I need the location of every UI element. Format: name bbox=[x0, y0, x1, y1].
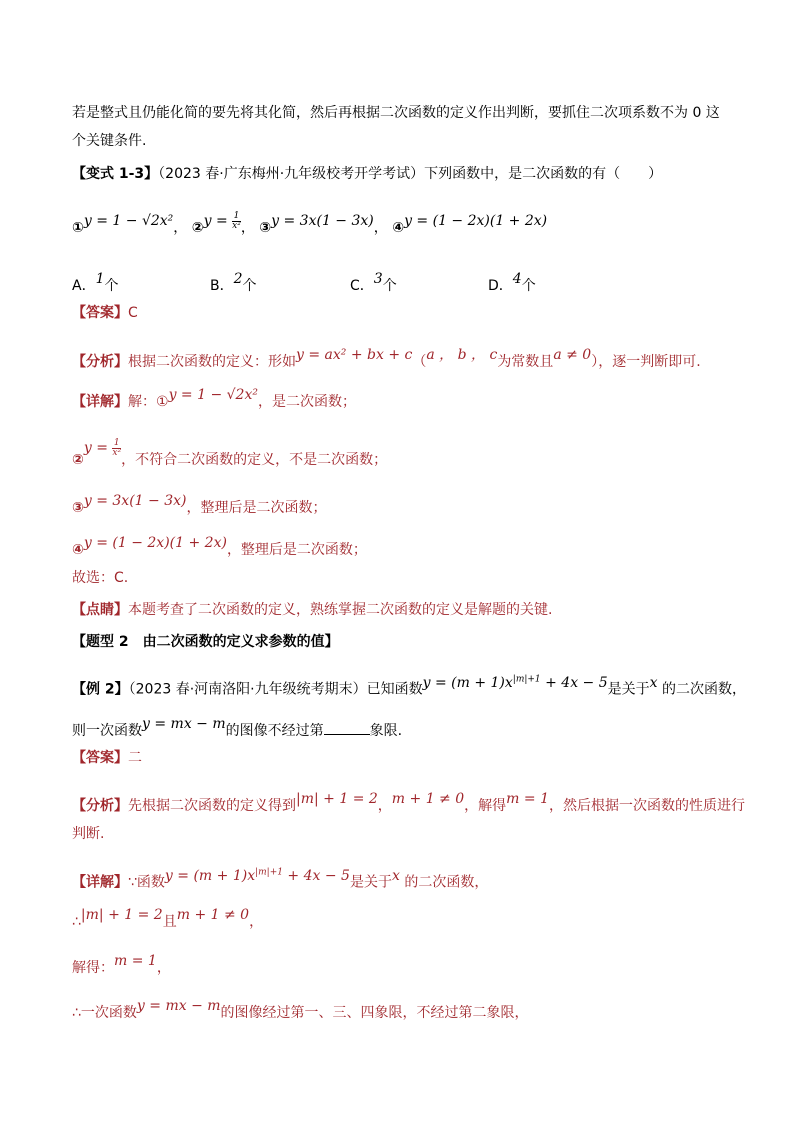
detail-3-mark: ③ bbox=[72, 500, 84, 516]
example-conclusion-line bbox=[72, 998, 529, 1023]
example-therefore-line bbox=[72, 907, 264, 932]
solve-expr: m = 1 bbox=[114, 953, 157, 969]
option-c bbox=[350, 271, 397, 296]
item-2-mark: ② bbox=[191, 220, 204, 236]
example-detail-x: x bbox=[391, 867, 400, 884]
example-var-x: x bbox=[649, 674, 658, 691]
option-d-num: 4 bbox=[512, 271, 522, 287]
example-line-2 bbox=[72, 716, 403, 741]
answer-blank[interactable] bbox=[324, 720, 370, 735]
detail-2-expr bbox=[83, 437, 122, 458]
example-analysis-line-2: 判断. bbox=[72, 826, 105, 842]
example-detail-func bbox=[165, 868, 350, 884]
item-2-sep: ， bbox=[240, 220, 255, 236]
therefore-expr-1: |m| + 1 = 2 bbox=[80, 907, 163, 923]
option-a-unit: 个 bbox=[104, 278, 119, 294]
item-3-mark: ③ bbox=[259, 220, 272, 236]
detail-3-expr: y = 3x(1 − 3x) bbox=[83, 493, 187, 509]
example-func-rest: + 4x − 5 bbox=[540, 674, 608, 691]
option-d-letter: D． bbox=[488, 278, 513, 294]
example-func bbox=[423, 675, 608, 691]
example-detail-c: 的二次函数， bbox=[399, 874, 489, 891]
solve-label: 解得： bbox=[72, 960, 114, 976]
analysis-tag: 【分析】 bbox=[72, 354, 128, 370]
solve-end: ， bbox=[156, 960, 171, 976]
example-line2-c: 象限. bbox=[369, 723, 403, 739]
option-a-letter: A． bbox=[72, 278, 96, 294]
item-2-lhs: y = bbox=[203, 213, 228, 229]
detail-1-expr: y = 1 − √2x² bbox=[168, 387, 258, 403]
detail-2-text: ，不符合二次函数的定义，不是二次函数； bbox=[121, 452, 388, 468]
variant-comment bbox=[72, 600, 552, 620]
example-about-2: 的二次函数， bbox=[657, 681, 747, 698]
example-tag: 【例 2】 bbox=[72, 681, 129, 698]
therefore-and: 且 bbox=[162, 914, 177, 930]
example-line2-a: 则一次函数 bbox=[72, 723, 142, 739]
detail-4-expr: y = (1 − 2x)(1 + 2x) bbox=[83, 535, 227, 551]
detail-choose: 故选：C. bbox=[72, 570, 129, 586]
example-detail-line-1 bbox=[72, 869, 488, 893]
detail-4-mark: ④ bbox=[72, 542, 84, 558]
example-solve-line bbox=[72, 953, 171, 978]
option-a-num: 1 bbox=[95, 271, 105, 287]
example-detail-exp: |m|+1 bbox=[255, 867, 283, 877]
analysis-text-a: 根据二次函数的定义：形如 bbox=[128, 354, 296, 370]
example-line2-b: 的图像不经过第 bbox=[225, 723, 324, 739]
detail-line-1 bbox=[72, 387, 356, 412]
variant-analysis bbox=[72, 347, 701, 372]
option-c-unit: 个 bbox=[382, 278, 397, 294]
detail-2-num: 1 bbox=[113, 437, 120, 448]
therefore-expr-2: m + 1 ≠ 0 bbox=[176, 907, 250, 923]
item-1-expr: y = 1 − √2x² bbox=[83, 213, 174, 229]
example-detail-a: ∵函数 bbox=[128, 874, 165, 891]
variant-tag: 【变式 1-3】 bbox=[72, 166, 159, 182]
example-detail-b: 是关于 bbox=[349, 874, 392, 891]
detail-line-2 bbox=[72, 437, 388, 470]
example-analysis-b: ， bbox=[377, 798, 392, 814]
example-linear-expr: y = mx − m bbox=[142, 716, 226, 732]
example-analysis-tag: 【分析】 bbox=[72, 798, 128, 814]
item-2-den: x² bbox=[232, 220, 241, 231]
analysis-cond: a ≠ 0 bbox=[553, 347, 592, 363]
therefore-symbol: ∴ bbox=[72, 914, 81, 930]
analysis-expr: y = ax² + bx + c bbox=[296, 347, 413, 363]
example-answer-tag: 【答案】 bbox=[72, 750, 128, 766]
detail-intro: 解：① bbox=[128, 394, 169, 410]
detail-2-mark: ② bbox=[72, 452, 84, 468]
item-4-mark: ④ bbox=[392, 220, 405, 236]
example-line-1 bbox=[72, 676, 746, 700]
option-b bbox=[210, 271, 257, 296]
option-b-letter: B． bbox=[210, 278, 234, 294]
item-2-expr bbox=[203, 210, 241, 231]
example-about: 是关于 bbox=[607, 681, 650, 698]
conclusion-a: ∴一次函数 bbox=[72, 1005, 137, 1021]
therefore-end: ， bbox=[249, 914, 264, 930]
item-2-fraction bbox=[232, 212, 241, 231]
example-source: （2023 春·河南洛阳·九年级统考期末）已知函数 bbox=[128, 681, 423, 698]
function-list bbox=[72, 210, 548, 238]
detail-tag: 【详解】 bbox=[72, 394, 128, 410]
example-analysis-e1: |m| + 1 = 2 bbox=[296, 791, 378, 807]
example-func-exp: |m|+1 bbox=[512, 674, 541, 684]
item-1-sep: ， bbox=[173, 220, 188, 236]
example-func-base: y = (m + 1)x bbox=[422, 674, 513, 691]
detail-2-den: x² bbox=[112, 447, 122, 458]
option-d bbox=[488, 271, 536, 296]
item-4-expr: y = (1 − 2x)(1 + 2x) bbox=[404, 213, 548, 229]
option-b-num: 2 bbox=[233, 271, 243, 287]
detail-2-lhs: y = bbox=[83, 440, 108, 456]
example-analysis-e3: m = 1 bbox=[506, 791, 549, 807]
example-detail-tag: 【详解】 bbox=[72, 874, 128, 891]
detail-1-text: ，是二次函数； bbox=[257, 394, 356, 410]
type2-heading: 【题型 2 由二次函数的定义求参数的值】 bbox=[72, 634, 339, 650]
item-1-mark: ① bbox=[72, 220, 84, 236]
conclusion-expr: y = mx − m bbox=[136, 998, 221, 1014]
option-c-letter: C． bbox=[350, 278, 374, 294]
variant-source: （2023 春·广东梅州·九年级校考开学考试）下列函数中，是二次函数的有（ ） bbox=[158, 166, 663, 182]
conclusion-b: 的图像经过第一、三、四象限，不经过第二象限， bbox=[220, 1005, 529, 1021]
example-analysis-a: 先根据二次函数的定义得到 bbox=[128, 798, 296, 814]
example-answer bbox=[72, 748, 142, 768]
variant-header bbox=[72, 164, 662, 184]
example-answer-value: 二 bbox=[128, 750, 142, 766]
detail-line-4 bbox=[72, 535, 367, 560]
example-detail-base: y = (m + 1)x bbox=[164, 867, 256, 884]
analysis-text-c: 为常数且 bbox=[497, 354, 554, 370]
comment-text: 本题考查了二次函数的定义，熟练掌握二次函数的定义是解题的关键. bbox=[128, 602, 553, 618]
detail-line-3 bbox=[72, 493, 327, 518]
comment-tag: 【点睛】 bbox=[72, 602, 128, 618]
example-detail-rest: + 4x − 5 bbox=[282, 867, 350, 884]
answer-tag: 【答案】 bbox=[72, 305, 128, 321]
intro-line-2: 个关键条件. bbox=[72, 133, 147, 149]
item-3-sep: ， bbox=[373, 220, 388, 236]
item-3-expr: y = 3x(1 − 3x) bbox=[271, 213, 374, 229]
option-a bbox=[72, 271, 119, 296]
analysis-vars: a ， b ， c bbox=[426, 347, 498, 363]
option-c-num: 3 bbox=[373, 271, 383, 287]
example-analysis-d: ，然后根据一次函数的性质进行 bbox=[548, 798, 745, 814]
example-analysis-e2: m + 1 ≠ 0 bbox=[391, 791, 465, 807]
analysis-text-b: （ bbox=[412, 354, 427, 370]
intro-line-1: 若是整式且仍能化简的要先将其化简，然后再根据二次函数的定义作出判断，要抓住二次项系数不为 0 这 bbox=[72, 105, 720, 121]
variant-answer bbox=[72, 303, 138, 323]
option-b-unit: 个 bbox=[242, 278, 257, 294]
detail-4-text: ，整理后是二次函数； bbox=[226, 542, 367, 558]
option-d-unit: 个 bbox=[521, 278, 536, 294]
detail-2-fraction bbox=[112, 439, 121, 458]
item-2-num: 1 bbox=[233, 210, 240, 221]
analysis-text-d: ），逐一判断即可. bbox=[591, 354, 701, 370]
example-analysis-line-1 bbox=[72, 791, 745, 816]
detail-3-text: ，整理后是二次函数； bbox=[186, 500, 327, 516]
example-analysis-c: ，解得 bbox=[464, 798, 507, 814]
answer-value: C bbox=[128, 305, 138, 321]
